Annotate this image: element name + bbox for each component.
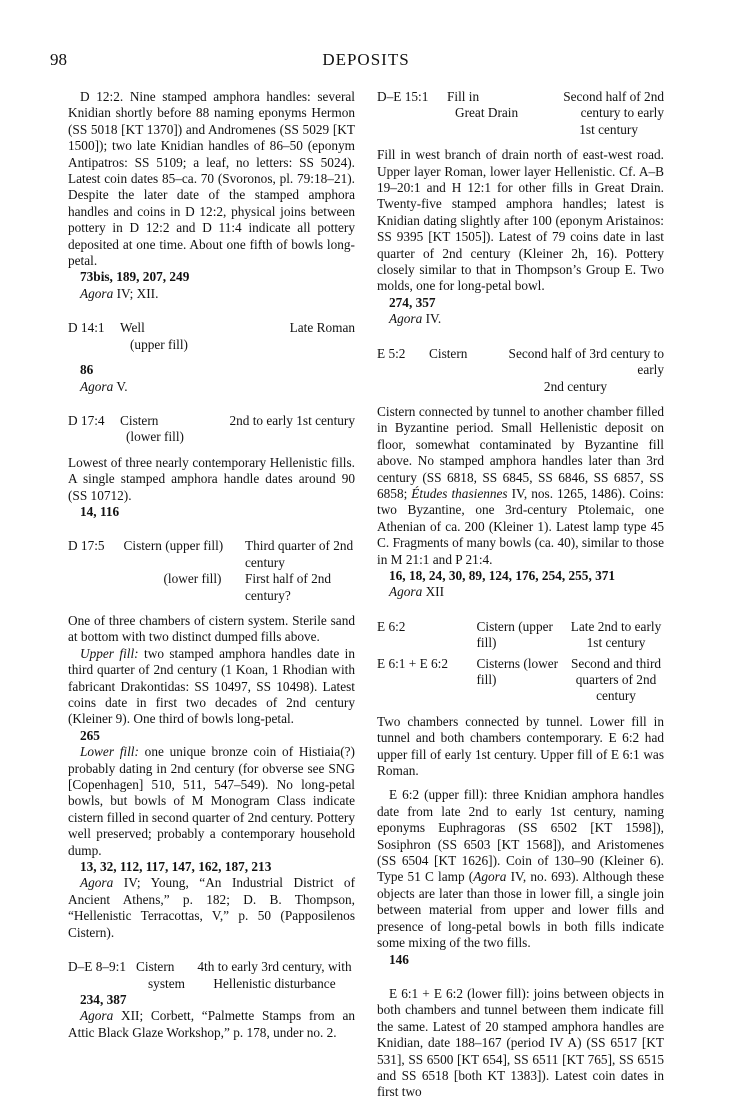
d14-1-refs: 86 [80,362,94,378]
de8-9-heading: D–E 8–9:1 Cistern 4th to early 3rd century, with system Hellenistic disturbance [68,959,352,991]
de8-9-refs: 234, 387 [80,991,127,1007]
d17-4-heading: D 17:4 Cistern 2nd to early 1st century (lower fill) [68,412,355,445]
running-head: DEPOSITS [322,50,410,69]
d17-4-refs: 14, 116 [80,503,120,519]
d17-5-text: One of three chambers of cistern system. Sterile sand at bottom with two distinct dumped fills above. [68,612,355,645]
e6-1-e6-2-lower-fill: E 6:1 + E 6:2 (lower fill): joins between objects in both chambers and tunnel between them indicate fill the same. Latest of 20 stamped amphora handles are Knidian, date 188–167 (period IV A) (SS 6517 [KT 531], SS 6500 [KT 654], SS 6511 [KT 765], SS 6515 and SS 6518 [both KT 1383]). Latest coin dates in first two [377,985,664,1100]
left-column [68,89,355,1041]
e6-2-heading: E 6:2 Cistern (upper fill) Late 2nd to early 1st century E 6:1 + E 6:2 Cisterns (lower fill) Second and third quarters of 2nd century [377,618,662,704]
d12-2-pub: Agora IV; XII. [80,285,159,301]
d17-5-lower-refs: 13, 32, 112, 117, 147, 162, 187, 213 [80,859,272,875]
d17-4-text: Lowest of three nearly contemporary Hellenistic fills. A single stamped amphora handle dates around 90 (SS 10712). [68,454,355,503]
d17-5-upper-refs: 265 [80,727,100,743]
d17-5-heading: D 17:5 Cistern (upper fill) Third quarter of 2nd century (lower fill) First half of 2nd century? [68,538,354,603]
d14-1-heading: D 14:1 Well Late Roman (upper fill) [68,320,355,352]
d12-2-text: D 12:2. Nine stamped amphora handles: several Knidian shortly before 88 naming eponyms Hermon (SS 5018 [KT 1370]) and Andromenes (SS 5029 [KT 1500]); two late Knidian handles of 86–50 (eponym Antipatros: SS 5109; a leaf, no letters: SS 5024). Latest coin dates 85–ca. 70 (Svoronos, pl. 79:18–21). Despite the later date of the stamped amphora handles and coins in D 12:2, physical joins between pottery in D 12:2 and D 11:4 indicate all pottery deposited at one time. About one fifth of bowls long-petal. [68,89,355,269]
de8-9-pub: Agora XII; Corbett, “Palmette Stamps from an Attic Black Glaze Workshop,” p. 178, under no. 2. [68,1008,355,1040]
e5-2-text: Cistern connected by tunnel to another chamber filled in Byzantine period. Small Hellenistic deposit on floor, somewhat contaminated by Byzantine fill above. No stamped amphora handles later than 3rd century (SS 6818, SS 6845, SS 6846, SS 6857, SS 6858; Études thasiennes IV, nos. 1265, 1486). Coins: two Byzantine, one 3rd-century Ptolemaic, one Athenian of ca. 200 (Kleiner 1). Latest lamp type 45 C. Fragments of many bowls (ca. 40), similar to those in M 21:1 and P 21:4. [377,403,664,567]
d17-5-lower-fill: Lower fill: one unique bronze coin of Histiaia(?) probably dating in 2nd century (for obverse see SNG [Copenhagen] 510, 511, 547–549). No long-petal bowls, but bowls of M Monogram Class indicate cistern filled in second quarter of 2nd century. Pottery well preserved; probably a contemporary household dump. [68,744,355,858]
de15-1-refs: 274, 357 [389,294,436,310]
de15-1-pub: Agora IV. [389,311,442,327]
e6-2-text: Two chambers connected by tunnel. Lower fill in tunnel and both chambers contemporary. E 6:2 had upper fill of early 1st century. Upper fill of E 6:1 was Roman. [377,713,664,779]
e5-2-heading: E 5:2 Cistern Second half of 3rd century to early 2nd century [377,345,664,394]
de15-1-text: Fill in west branch of drain north of east-west road. Upper layer Roman, lower layer Hellenistic. Cf. A–B 19–20:1 and H 12:1 for other fills in Great Drain. Twenty-five stamped amphora handles; latest is Knidian dating slightly after 100 (eponym Aristainos: SS 9395 [KT 1505]). Latest of 79 coins date in last quarter of 2nd century (Kleiner 2h, 16). Pottery closely similar to that in Thompson’s Group E. Two molds, one for long-petal bowl. [377,147,664,294]
e5-2-refs: 16, 18, 24, 30, 89, 124, 176, 254, 255, 371 [389,567,616,583]
page-header [50,50,682,72]
e6-2-upper-fill: E 6:2 (upper fill): three Knidian amphora handles date from late 2nd to early 1st century, naming eponyms Euphragoras (SS 6502 [KT 1598]), Sosiphron (SS 6503 [KT 1568]), and Aristomenes (SS 6504 [KT 1626]). Coin of 130–90 (Kleiner 6). Type 51 C lamp (Agora IV, no. 693). Although these objects are later than those in lower fill, a single join between material from upper and lower fills and presence of long-petal bowls in both fills indicate some mixing of the two fills. [377,787,665,951]
d17-5-upper-fill: Upper fill: two stamped amphora handles date in third quarter of 2nd century (1 Koan, 1 Rhodian with fabricant Drakontidas: SS 10497, SS 10498). Latest coins date in first two decades of 2nd century (Kleiner 9). One third of bowls long-petal. [68,645,355,727]
d17-5-pub: Agora IV; Young, “An Industrial District of Ancient Athens,” p. 182; D. B. Thompson, “Hellenistic Terracottas, V,” p. 50 (Papposilenos Cistern). [68,875,355,940]
d14-1-pub: Agora V. [80,378,128,394]
e5-2-pub: Agora XII [389,584,445,600]
page-number: 98 [50,50,67,69]
d12-2-refs: 73bis, 189, 207, 249 [80,269,190,285]
e6-2-upper-refs: 146 [389,951,409,967]
de15-1-heading: D–E 15:1 Fill in Second half of 2nd Great Drain century to early 1st century [377,89,664,137]
right-column [377,89,664,1101]
